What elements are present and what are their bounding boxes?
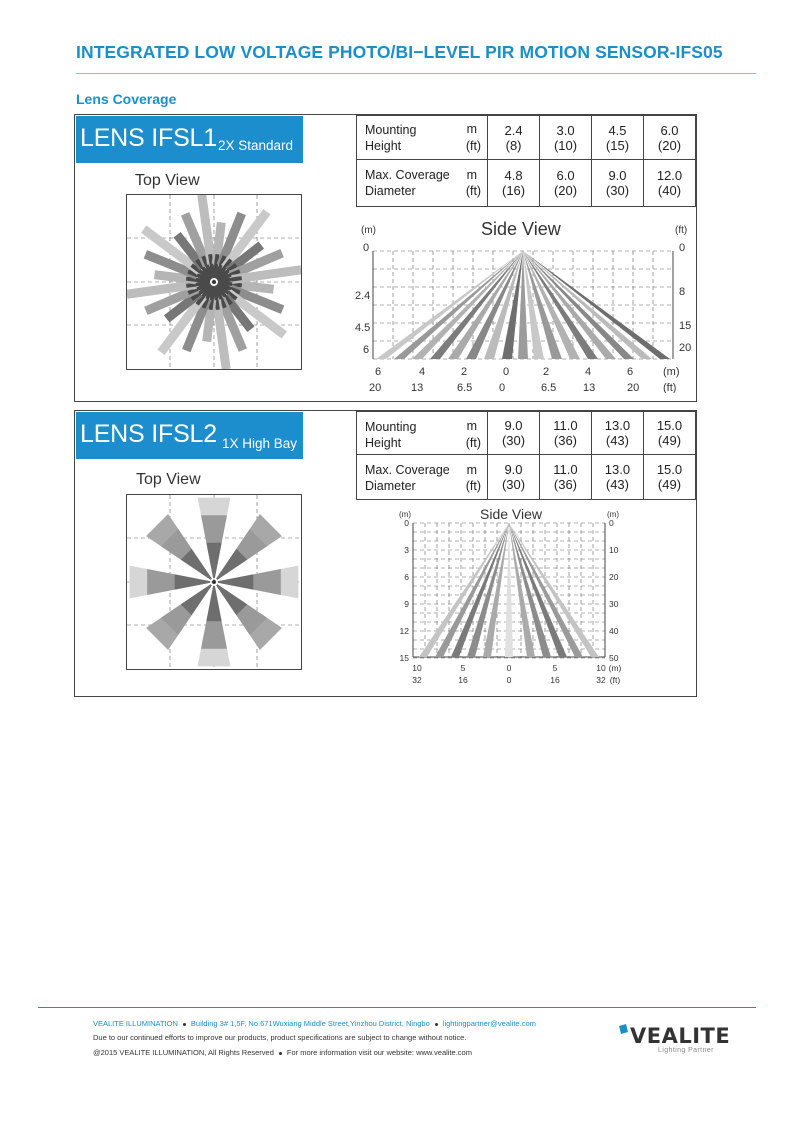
spec-label-line1: Mounting (365, 420, 417, 434)
axis-tick-left: 2.4 (355, 290, 371, 302)
spec-unit-ft: (ft) (465, 139, 482, 153)
spec-value: 4.5 (15) (592, 116, 644, 160)
axis-tick-left: 0 (404, 518, 409, 528)
section-heading: Lens Coverage (76, 91, 177, 107)
lens-panel-ifsl2 (74, 410, 697, 697)
lens-name: LENS IFSL1 (80, 124, 217, 152)
axis-tick-left: 12 (399, 626, 409, 636)
spec-value: 6.0 (20) (540, 160, 592, 207)
axis-tick-right: 20 (609, 572, 619, 582)
side-view-diagram (383, 503, 633, 693)
logo-text: VEALITE (630, 1024, 731, 1048)
axis-tick-bottom-m: (m) (663, 366, 680, 378)
spec-unit-ft: (ft) (465, 479, 482, 493)
spec-table (356, 411, 696, 500)
axis-tick-left: 4.5 (355, 322, 371, 334)
side-view-diagram (337, 211, 695, 393)
axis-tick-bottom-m: 6 (375, 366, 382, 378)
axis-tick-bottom-m: 5 (460, 663, 466, 673)
axis-tick-bottom-m: 0 (506, 663, 512, 673)
spec-label-coverage (357, 455, 488, 500)
footer-line1 (93, 1019, 536, 1028)
axis-tick-bottom-m: (m) (608, 663, 622, 673)
axis-tick-bottom-ft: (ft) (609, 675, 621, 685)
lens-panel-ifsl1 (74, 114, 697, 402)
axis-tick-bottom-ft: 13 (583, 382, 596, 393)
spec-value: 11.0 (36) (539, 455, 591, 500)
top-view-pattern (126, 494, 302, 670)
axis-tick-bottom-m: 0 (503, 366, 510, 378)
axis-tick-right: 40 (609, 626, 619, 636)
axis-tick-bottom-ft: 13 (411, 382, 424, 393)
spec-label-mounting (357, 116, 488, 160)
axis-tick-left: 6 (404, 572, 409, 582)
axis-tick-bottom-ft: 0 (499, 382, 506, 393)
side-view (383, 503, 633, 693)
spec-unit-ft: (ft) (465, 184, 482, 198)
lens-subtitle: 1X High Bay (222, 436, 298, 451)
footer-website[interactable]: For more information visit our website: www.vealite.com (286, 1048, 472, 1057)
axis-tick-bottom-ft: 20 (627, 382, 640, 393)
spec-value: 15.0 (49) (643, 455, 695, 500)
axis-tick-right: 10 (609, 545, 619, 555)
spec-label-line1: Max. Coverage (365, 168, 450, 182)
axis-tick-right: 15 (679, 320, 692, 332)
axis-tick-right: 50 (609, 653, 619, 663)
spec-value: 9.0 (30) (592, 160, 644, 207)
spec-value: 11.0 (36) (539, 412, 591, 455)
axis-tick-bottom-m: 2 (461, 366, 468, 378)
axis-tick-left: 0 (363, 242, 370, 254)
footer-company: VEALITE ILLUMINATION (93, 1019, 178, 1028)
top-view-pattern (126, 194, 302, 370)
lens-title-box (76, 412, 303, 459)
spec-value: 2.4 (8) (488, 116, 540, 160)
side-unit-left: (m) (361, 225, 376, 236)
spec-table (356, 115, 696, 207)
axis-tick-right: 0 (679, 242, 686, 254)
axis-tick-right: 8 (679, 286, 686, 298)
spec-label-line2: Diameter (365, 479, 416, 493)
side-view-label: Side View (481, 219, 561, 239)
sensor-center (212, 280, 216, 284)
lens-title-box (76, 116, 303, 163)
spec-unit-m: m (466, 419, 478, 433)
footer-email[interactable]: lightingpartner@vealite.com (442, 1019, 536, 1028)
spec-value: 6.0 (20) (643, 116, 695, 160)
page-title: INTEGRATED LOW VOLTAGE PHOTO/BI−LEVEL PIR MOTION SENSOR-IFS05 (76, 42, 723, 62)
spec-value: 9.0 (30) (488, 455, 540, 500)
spec-label-line2: Diameter (365, 184, 416, 198)
side-unit-left: (m) (399, 510, 411, 519)
spec-label-line1: Max. Coverage (365, 463, 450, 477)
spec-value: 13.0 (43) (591, 412, 643, 455)
side-unit-right: (ft) (675, 225, 688, 236)
sensor-center (212, 580, 216, 584)
spec-value: 15.0 (49) (643, 412, 695, 455)
axis-tick-bottom-ft: 6.5 (541, 382, 557, 393)
footer-line3 (93, 1048, 472, 1057)
lens-name: LENS IFSL2 (80, 420, 217, 448)
side-view-label: Side View (480, 506, 543, 522)
spec-value: 3.0 (10) (540, 116, 592, 160)
lens-subtitle: 2X Standard (218, 138, 294, 153)
axis-tick-right: 0 (609, 518, 614, 528)
detection-beam (518, 251, 528, 359)
spec-unit-m: m (466, 463, 478, 477)
axis-tick-bottom-m: 10 (596, 663, 606, 673)
axis-tick-bottom-m: 4 (585, 366, 592, 378)
logo-tagline: Lighting Partner (658, 1047, 714, 1054)
axis-tick-bottom-ft: 6.5 (457, 382, 473, 393)
axis-tick-bottom-ft: (ft) (663, 382, 677, 393)
spec-value: 4.8 (16) (488, 160, 540, 207)
axis-tick-bottom-ft: 0 (506, 675, 512, 685)
axis-tick-bottom-ft: 32 (596, 675, 606, 685)
top-view-label: Top View (136, 471, 201, 488)
axis-tick-bottom-ft: 16 (458, 675, 468, 685)
title-divider (76, 73, 756, 74)
axis-tick-right: 20 (679, 342, 692, 354)
spec-unit-m: m (466, 122, 478, 136)
side-view (337, 211, 695, 393)
spec-label-line1: Mounting (365, 123, 417, 137)
spec-label-line2: Height (365, 139, 402, 153)
spec-value: 12.0 (40) (643, 160, 695, 207)
axis-tick-bottom-m: 5 (552, 663, 558, 673)
spec-label-coverage (357, 160, 488, 207)
axis-tick-right: 30 (609, 599, 619, 609)
axis-tick-bottom-m: 10 (412, 663, 422, 673)
footer-divider (38, 1007, 756, 1008)
top-view-diagram (127, 195, 301, 369)
footer-address: Building 3# 1,5F, No.671Wuxiang Middle Street,Yinzhou District, Ningbo (190, 1019, 430, 1028)
axis-tick-bottom-ft: 16 (550, 675, 560, 685)
spec-value: 9.0 (30) (488, 412, 540, 455)
axis-tick-bottom-m: 6 (627, 366, 634, 378)
axis-tick-left: 15 (399, 653, 409, 663)
vealite-logo (612, 1016, 731, 1060)
spec-label-line2: Height (365, 436, 402, 450)
side-unit-right: (m) (607, 510, 619, 519)
footer-copyright: @2015 VEALITE ILLUMINATION, All Rights Reserved (93, 1048, 274, 1057)
axis-tick-bottom-ft: 20 (369, 382, 382, 393)
top-view-diagram (127, 495, 301, 669)
axis-tick-bottom-ft: 32 (412, 675, 422, 685)
axis-tick-left: 6 (363, 344, 370, 356)
axis-tick-bottom-m: 2 (543, 366, 550, 378)
axis-tick-bottom-m: 4 (419, 366, 426, 378)
spec-unit-m: m (466, 168, 478, 182)
axis-tick-left: 3 (404, 545, 409, 555)
axis-tick-left: 9 (404, 599, 409, 609)
footer-notice: Due to our continued efforts to improve our products, product specifications are subject to change without notice. (93, 1033, 467, 1042)
spec-label-mounting (357, 412, 488, 455)
spec-value: 13.0 (43) (591, 455, 643, 500)
spec-unit-ft: (ft) (465, 436, 482, 450)
top-view-label: Top View (135, 172, 200, 189)
